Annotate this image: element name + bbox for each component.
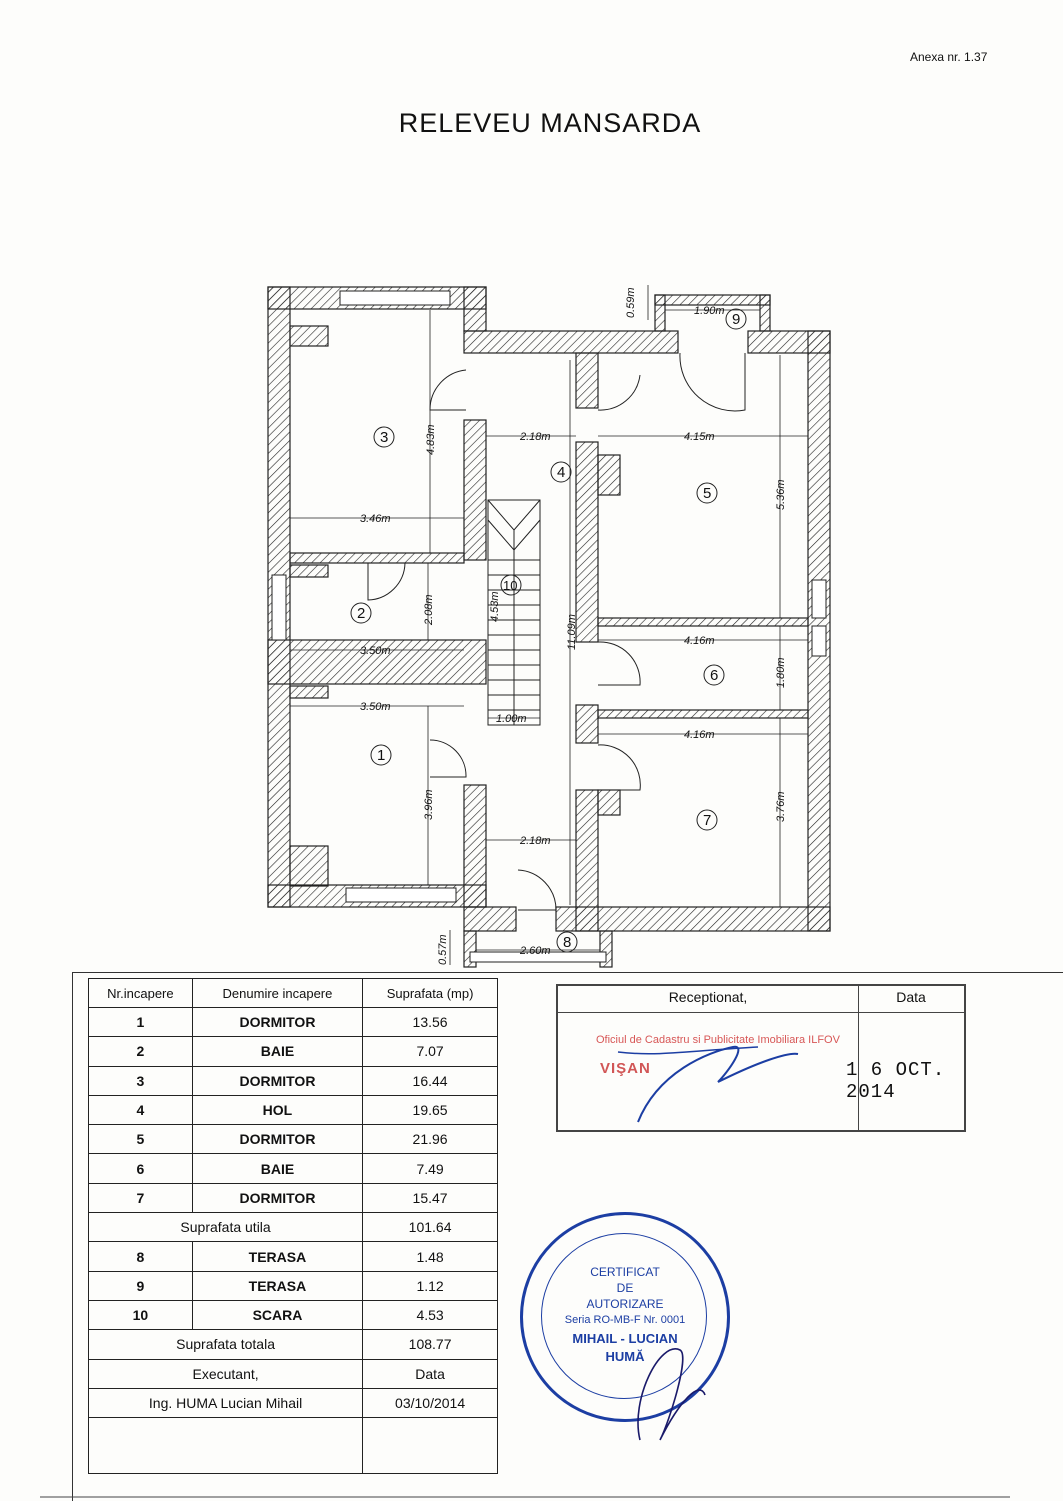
reception-date-stamp: 1 6 OCT. 2014 <box>846 1059 946 1103</box>
dim-label: 3.46m <box>360 513 391 525</box>
wall-divider-3-2 <box>290 553 464 563</box>
pilaster <box>598 790 620 815</box>
room-nr: 1 <box>89 1008 193 1037</box>
table-row <box>89 1183 498 1212</box>
dim-label: 5.36m <box>775 479 787 510</box>
executant-row <box>89 1388 498 1417</box>
room-area: 16.44 <box>363 1066 498 1095</box>
dim-label: 2.18m <box>520 835 551 847</box>
room-area: 19.65 <box>363 1095 498 1124</box>
table-row <box>89 1300 498 1329</box>
dim-label: 4.53m <box>489 591 501 622</box>
dim-label: 1.90m <box>694 305 725 317</box>
wall-inner-right-top <box>576 353 598 408</box>
pilaster <box>598 455 620 495</box>
table-row <box>89 1066 498 1095</box>
total-area-label: Suprafata totala <box>89 1330 363 1359</box>
executant-date: 03/10/2014 <box>363 1388 498 1417</box>
seal-line: DE <box>616 1281 634 1295</box>
stamp-name: VIŞAN <box>600 1060 651 1077</box>
room-name: HOL <box>192 1095 362 1124</box>
pilaster <box>290 565 328 577</box>
col-header: Nr.incapere <box>89 979 193 1008</box>
rooms-table <box>88 978 498 1474</box>
wall-divider-6-7 <box>598 710 808 718</box>
room-area: 21.96 <box>363 1125 498 1154</box>
room-name: BAIE <box>192 1037 362 1066</box>
room-number: 4 <box>557 464 566 481</box>
room-name: TERASA <box>192 1242 362 1271</box>
total-area-row <box>89 1330 498 1359</box>
dim-label: 3.50m <box>360 645 391 657</box>
balcony-9-left <box>655 295 665 331</box>
col-header: Denumire incapere <box>192 979 362 1008</box>
dim-label: 3.76m <box>775 791 787 822</box>
dim-label: 2.08m <box>423 594 435 625</box>
seal-line: CERTIFICAT <box>590 1265 660 1279</box>
col-header: Suprafata (mp) <box>363 979 498 1008</box>
table-row <box>89 1154 498 1183</box>
dim-label: 3.50m <box>360 701 391 713</box>
room-nr: 7 <box>89 1183 193 1212</box>
room-area: 1.48 <box>363 1242 498 1271</box>
table-row <box>89 1095 498 1124</box>
total-area-value: 108.77 <box>363 1330 498 1359</box>
room-nr: 6 <box>89 1154 193 1183</box>
walls <box>268 287 830 967</box>
reception-box <box>556 984 966 1132</box>
date-label: Data <box>363 1359 498 1388</box>
table-row <box>89 1008 498 1037</box>
wall-inner-right-mid2 <box>576 705 598 743</box>
signature-date-cell <box>363 1418 498 1474</box>
dim-label: 2.60m <box>520 945 551 957</box>
seal-line: MIHAIL - LUCIAN <box>572 1331 678 1346</box>
dim-label: 1.00m <box>496 713 527 725</box>
room-nr: 3 <box>89 1066 193 1095</box>
dim-label: 2.18m <box>520 431 551 443</box>
room-nr: 8 <box>89 1242 193 1271</box>
balcony-9-top <box>655 295 770 305</box>
wall-divider-5-6 <box>598 618 808 626</box>
room-markers <box>351 309 746 952</box>
dim-label: 4.15m <box>684 431 715 443</box>
signature-row <box>89 1418 498 1474</box>
signature-scribble <box>558 1012 858 1130</box>
table-row <box>89 1242 498 1271</box>
room-name: TERASA <box>192 1271 362 1300</box>
wall-bottom-mid <box>464 907 516 931</box>
pilaster <box>290 326 328 346</box>
room-name: DORMITOR <box>192 1183 362 1212</box>
room-name: DORMITOR <box>192 1066 362 1095</box>
authorization-seal <box>520 1212 730 1422</box>
useful-area-row <box>89 1213 498 1242</box>
seal-line: AUTORIZARE <box>586 1297 664 1311</box>
useful-area-value: 101.64 <box>363 1213 498 1242</box>
page-title: RELEVEU MANSARDA <box>398 108 702 138</box>
reception-stamp-area <box>558 1012 859 1130</box>
room-name: DORMITOR <box>192 1125 362 1154</box>
table-row <box>89 1271 498 1300</box>
executant-header-row <box>89 1359 498 1388</box>
dim-label: 4.83m <box>425 424 437 455</box>
executant-name: Ing. HUMA Lucian Mihail <box>89 1388 363 1417</box>
room-area: 7.07 <box>363 1037 498 1066</box>
room-number: 7 <box>703 812 712 829</box>
wall-hall-top <box>464 331 678 353</box>
wall-inner-left-upper <box>464 420 486 560</box>
room-nr: 5 <box>89 1125 193 1154</box>
reception-date-label: Data <box>858 986 964 1013</box>
room-number: 9 <box>732 311 741 328</box>
room-nr: 9 <box>89 1271 193 1300</box>
room-name: BAIE <box>192 1154 362 1183</box>
room-area: 13.56 <box>363 1008 498 1037</box>
room-name: DORMITOR <box>192 1008 362 1037</box>
executant-label: Executant, <box>89 1359 363 1388</box>
room-nr: 2 <box>89 1037 193 1066</box>
room-number: 3 <box>380 429 389 446</box>
room-number: 2 <box>357 605 366 622</box>
wall-bottom-right <box>556 907 830 931</box>
room-number: 8 <box>563 934 572 951</box>
dim-label: 0.57m <box>437 934 449 965</box>
useful-area-label: Suprafata utila <box>89 1213 363 1242</box>
signature-cell <box>89 1418 363 1474</box>
room-number: 1 <box>377 747 386 764</box>
table-row <box>89 1037 498 1066</box>
dim-label: 4.16m <box>684 729 715 741</box>
room-number: 6 <box>710 667 719 684</box>
room-area: 4.53 <box>363 1300 498 1329</box>
room-number: 10 <box>503 578 518 593</box>
room-area: 7.49 <box>363 1154 498 1183</box>
dim-label: 1.80m <box>775 657 787 688</box>
dim-label: 11.09m <box>566 614 578 650</box>
seal-line: HUMĂ <box>605 1349 645 1364</box>
dim-label: 4.16m <box>684 635 715 647</box>
balcony-9-right <box>760 295 770 331</box>
room-name: SCARA <box>192 1300 362 1329</box>
pilaster <box>290 686 328 698</box>
room-nr: 10 <box>89 1300 193 1329</box>
wall-top-right-stub <box>464 287 486 331</box>
reception-label: Receptionat, <box>558 986 859 1013</box>
seal-line: Seria RO-MB-F Nr. 0001 <box>564 1314 686 1326</box>
office-stamp-text: Oficiul de Cadastru si Publicitate Imobiliara ILFOV <box>596 1034 840 1046</box>
annex-number: Anexa nr. 1.37 <box>910 50 988 64</box>
dim-label: 3.96m <box>423 789 435 820</box>
pilaster <box>290 846 328 886</box>
room-area: 1.12 <box>363 1271 498 1300</box>
room-number: 5 <box>703 485 712 502</box>
room-nr: 4 <box>89 1095 193 1124</box>
room-area: 15.47 <box>363 1183 498 1212</box>
dim-label: 0.59m <box>625 287 637 318</box>
wall-inner-right-mid <box>576 442 598 642</box>
table-row <box>89 1125 498 1154</box>
table-header-row <box>89 979 498 1008</box>
